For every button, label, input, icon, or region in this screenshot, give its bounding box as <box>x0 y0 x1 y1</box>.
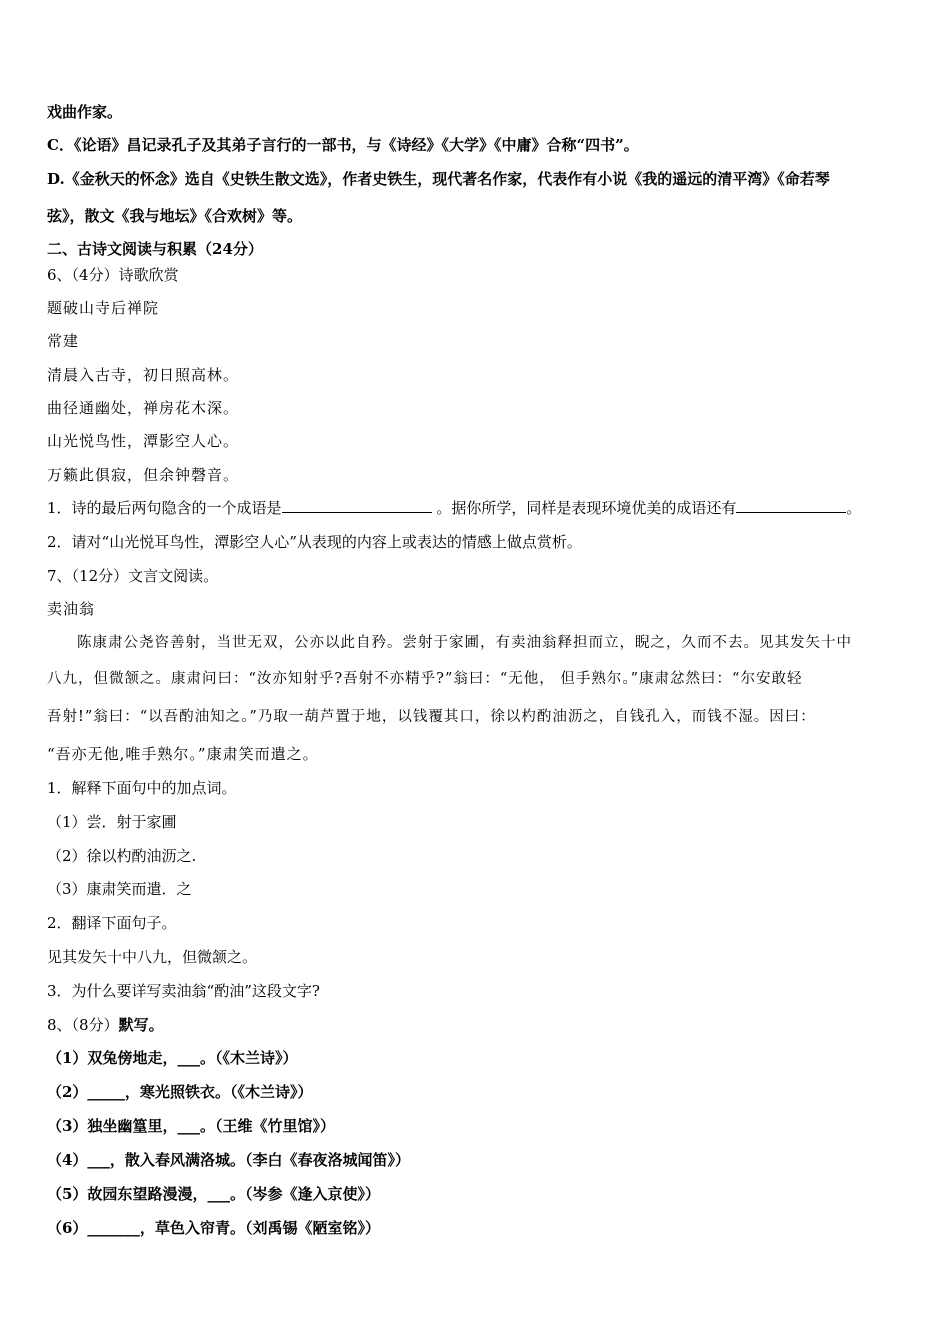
question-7-3: 3．为什么要详写卖油翁“酌油”这段文字? <box>47 982 320 1000</box>
passage-line: 吾射!”翁曰：“以吾酌油知之。”乃取一葫芦置于地，以钱覆其口，徐以杓酌油沥之，自钱孔入，而钱不湿。因曰： <box>47 709 816 725</box>
poem-title: 题破山寺后禅院 <box>47 299 160 317</box>
question-text: 。据你所学，同样是表现环境优美的成语还有 <box>436 499 737 517</box>
dictation-item: （6）_______，草色入帘青。（刘禹锡《陋室铭》） <box>47 1219 380 1237</box>
answer-blank <box>282 497 432 513</box>
passage-title: 卖油翁 <box>47 600 96 618</box>
passage-line: 八九，但微颔之。康肃问曰：“汝亦知射乎?吾射不亦精乎?”翁曰：“无他， 但手熟尔。”康肃忿然曰：“尔安敢轻 <box>47 671 803 687</box>
dictation-item: （2）_____，寒光照铁衣。（《木兰诗》） <box>47 1083 313 1101</box>
dictation-item: （5）故园东望路漫漫，___。（岑参《逢入京使》） <box>47 1185 380 1203</box>
poem-line: 曲径通幽处，禅房花木深。 <box>47 399 240 417</box>
text-line: 戏曲作家。 <box>47 103 123 121</box>
option-c: C．《论语》昌记录孔子及其弟子言行的一部书，与《诗经》《大学》《中庸》合称“四书”。 <box>47 136 639 154</box>
question-6-heading: 6、（4分）诗歌欣赏 <box>47 266 179 284</box>
question-number: 8、（8分） <box>47 1016 119 1034</box>
sub-item: （1）尝．射于家圃 <box>47 813 177 831</box>
question-8-heading <box>47 1014 164 1036</box>
dictation-item: （3）独坐幽篁里，___。（王维《竹里馆》） <box>47 1117 335 1135</box>
question-6-1 <box>47 497 861 519</box>
sub-item: （3）康肃笑而遣．之 <box>47 880 192 898</box>
poem-line: 清晨入古寺，初日照高林。 <box>47 366 240 384</box>
dictation-item: （1）双兔傍地走，___。（《木兰诗》） <box>47 1049 298 1067</box>
question-text: 。 <box>846 499 862 517</box>
question-7-2: 2．翻译下面句子。 <box>47 914 177 932</box>
question-7-heading: 7、（12分）文言文阅读。 <box>47 567 219 585</box>
question-instruction: 默写。 <box>118 1016 164 1034</box>
sub-item: （2）徐以杓酌油沥之. <box>47 847 197 865</box>
dictation-item: （4）___，散入春风满洛城。（李白《春夜洛城闻笛》） <box>47 1151 410 1169</box>
option-d: D.《金秋天的怀念》选自《史铁生散文选》，作者史铁生，现代著名作家，代表作有小说《我的遥远的清平湾》《命若琴 <box>47 170 830 188</box>
passage-line: 陈康肃公尧咨善射，当世无双，公亦以此自矜。尝射于家圃，有卖油翁释担而立，睨之，久而不去。见其发矢十中 <box>77 635 852 651</box>
section-heading: 二、古诗文阅读与积累（24分） <box>47 240 263 258</box>
question-7-1: 1．解释下面句中的加点词。 <box>47 779 237 797</box>
translation-sentence: 见其发矢十中八九，但微颔之。 <box>47 948 258 966</box>
question-6-2: 2．请对“山光悦耳鸟性，潭影空人心”从表现的内容上或表达的情感上做点赏析。 <box>47 533 582 551</box>
passage-line: “吾亦无他,唯手熟尔。”康肃笑而遣之。 <box>47 745 319 763</box>
poem-line: 万籁此俱寂，但余钟磬音。 <box>47 466 240 484</box>
option-d-continued: 弦》，散文《我与地坛》《合欢树》等。 <box>47 207 303 225</box>
question-text: 1．诗的最后两句隐含的一个成语是 <box>47 499 282 517</box>
poem-line: 山光悦鸟性，潭影空人心。 <box>47 432 240 450</box>
answer-blank <box>736 497 846 513</box>
poem-author: 常建 <box>47 332 80 350</box>
